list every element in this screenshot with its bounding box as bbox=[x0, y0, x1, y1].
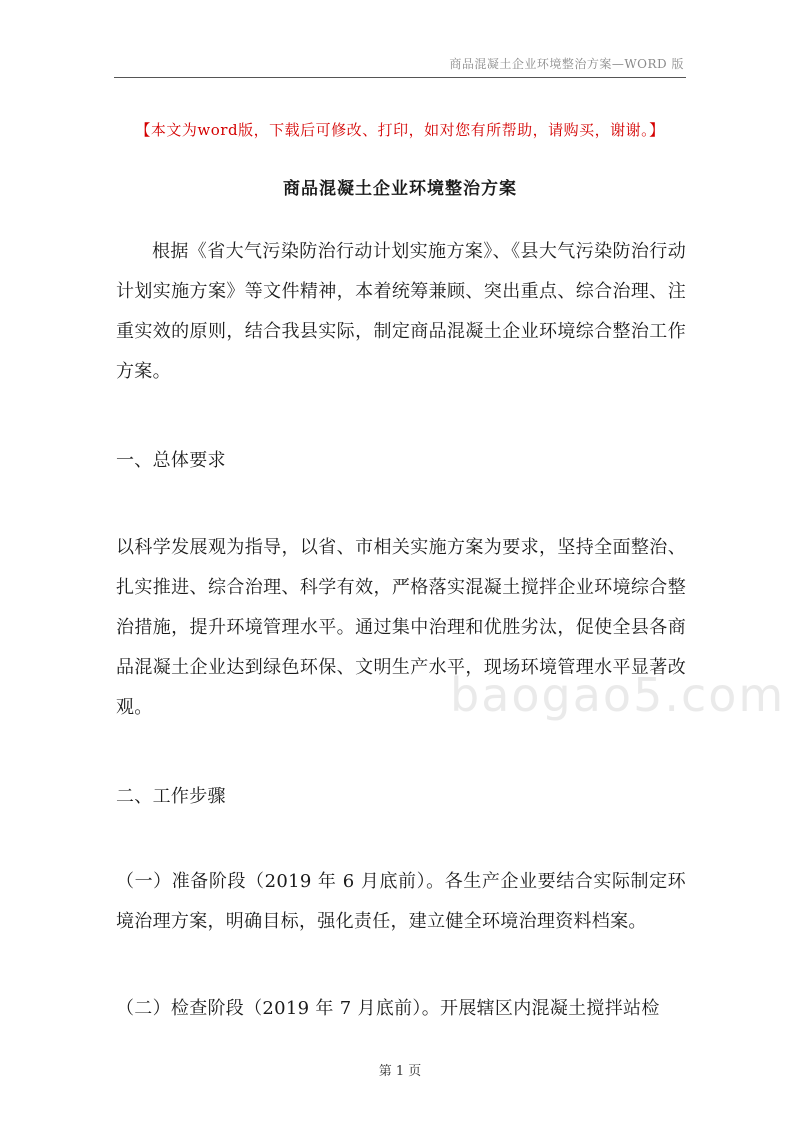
section-heading-work-steps: 二、工作步骤 bbox=[116, 786, 226, 807]
watermark: baogao5.com bbox=[450, 668, 786, 722]
step-preparation-paragraph: （一）准备阶段（2019 年 6 月底前）。各生产企业要结合实际制定环境治理方案，明确目标，强化责任，建立健全环境治理资料档案。 bbox=[116, 871, 686, 932]
document-title: 商品混凝土企业环境整治方案 bbox=[283, 179, 517, 199]
download-notice: 【本文为word版，下载后可修改、打印，如对您有所帮助，请购买，谢谢。】 bbox=[135, 121, 665, 139]
section-heading-general-requirements: 一、总体要求 bbox=[116, 450, 226, 471]
page-number: 第 1 页 bbox=[378, 1064, 422, 1079]
running-header: 商品混凝土企业环境整治方案—WORD 版 bbox=[449, 57, 684, 71]
intro-paragraph: 根据《省大气污染防治行动计划实施方案》、《县大气污染防治行动计划实施方案》等文件精神，本着统筹兼顾、突出重点、综合治理、注重实效的原则，结合我县实际，制定商品混凝土企业环境综合整治工作方案。 bbox=[116, 241, 686, 382]
step-inspection-paragraph: （二）检查阶段（2019 年 7 月底前）。开展辖区内混凝土搅拌站检 bbox=[116, 998, 660, 1019]
header-divider bbox=[114, 77, 686, 78]
general-requirements-paragraph: 以科学发展观为指导，以省、市相关实施方案为要求，坚持全面整治、扎实推进、综合治理、科学有效，严格落实混凝土搅拌企业环境综合整治措施，提升环境管理水平。通过集中治理和优胜劣汰，促使全县各商品混凝土企业达到绿色环保、文明生产水平，现场环境管理水平显著改观。 bbox=[116, 537, 686, 718]
